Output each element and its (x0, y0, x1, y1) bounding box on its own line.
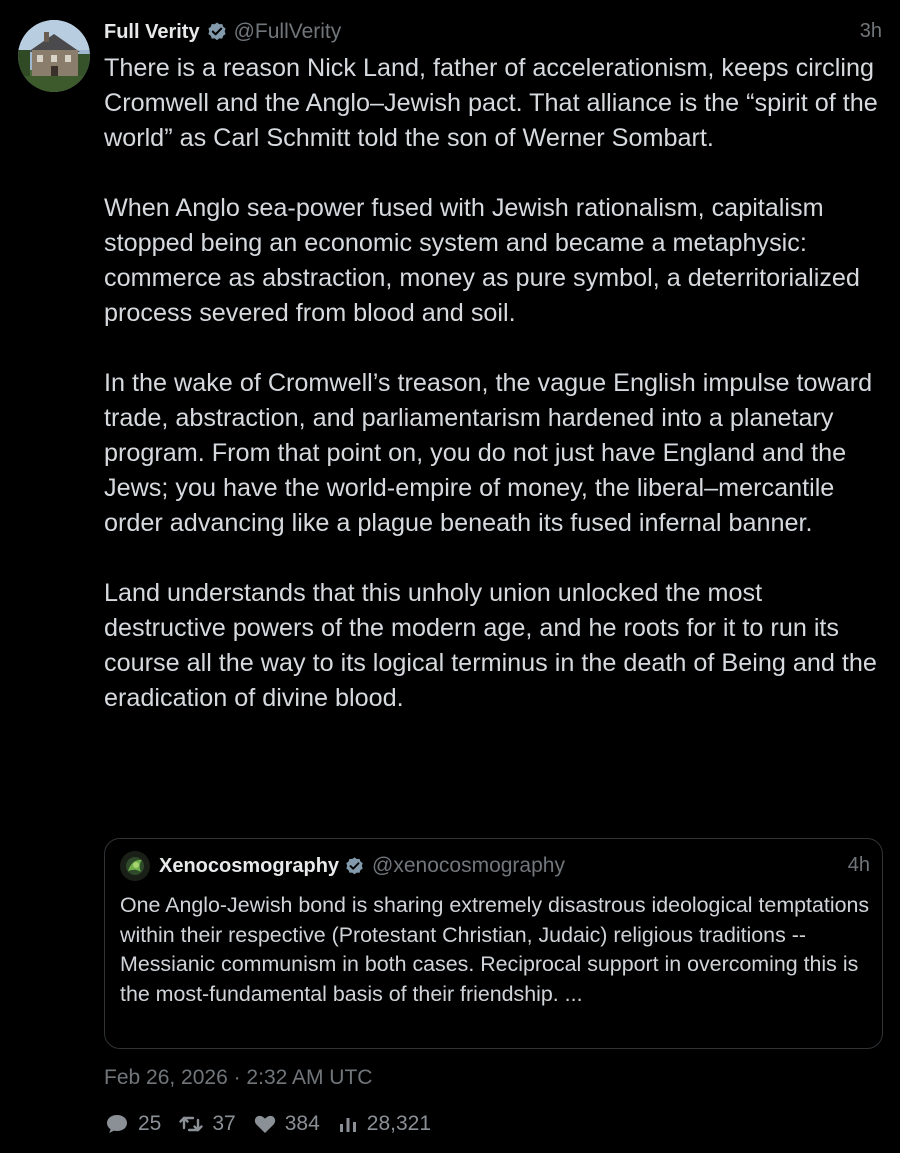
quoted-post-text: One Anglo-Jewish bond is sharing extremely disastrous ideological temptations within their respective (Protestant Christian, Judaic) religious traditions -- Messianic communism in both cases. Reciprocal support in overcoming this is the most-fundamental basis of their friendship. ... (120, 893, 870, 1006)
reply-button[interactable] (104, 1112, 161, 1136)
house-photo-icon (18, 20, 90, 92)
post-timestamp[interactable]: Feb 26, 2026 · 2:32 AM UTC (104, 1066, 373, 1089)
author-handle[interactable]: @FullVerity (233, 20, 342, 43)
post-paragraph: When Anglo sea-power fused with Jewish rationalism, capitalism stopped being an economic system and became a metaphysic: commerce as abstraction, money as pure symbol, a deterritorialized process severed from blood and soil. (104, 194, 860, 327)
post-paragraph: Land understands that this unholy union unlocked the most destructive powers of the modern age, and he roots for it to run its course all the way to its logical terminus in the death of Being and the eradication of divine blood. (104, 579, 877, 712)
quoted-author-display-name[interactable]: Xenocosmography (159, 854, 340, 877)
post-paragraph: In the wake of Cromwell’s treason, the vague English impulse toward trade, abstraction, and parliamentarism hardened into a planetary program. From that point on, you do not just have England and the Jews; you have the world-empire of money, the liberal–mercantile order advancing like a plague beneath its fused infernal banner. (104, 369, 873, 537)
green-glyph-icon (120, 851, 150, 881)
views-button[interactable] (337, 1112, 431, 1136)
view-count: 28,321 (366, 1112, 431, 1135)
quoted-post[interactable] (104, 838, 883, 1049)
quoted-post-relative-time[interactable]: 4h (847, 854, 870, 876)
verified-badge-icon (344, 856, 365, 877)
post-body (104, 51, 889, 716)
views-chart-icon (337, 1113, 359, 1135)
author-display-name[interactable]: Full Verity (104, 20, 200, 43)
post-relative-time[interactable]: 3h (859, 20, 882, 42)
repost-icon (178, 1112, 204, 1136)
reply-icon (104, 1112, 130, 1136)
author-avatar[interactable] (18, 20, 90, 92)
quoted-author-handle[interactable]: @xenocosmography (372, 854, 565, 877)
post-paragraph: There is a reason Nick Land, father of accelerationism, keeps circling Cromwell and the Anglo–Jewish pact. That alliance is the “spirit of the world” as Carl Schmitt told the son of Werner Sombart. (104, 54, 878, 152)
verified-badge-icon (206, 21, 228, 43)
reply-count: 25 (138, 1112, 162, 1135)
post-actions (104, 1108, 448, 1140)
like-button[interactable] (253, 1112, 320, 1136)
repost-button[interactable] (178, 1112, 235, 1136)
like-count: 384 (284, 1112, 320, 1135)
post-header (104, 16, 884, 48)
quoted-author-avatar[interactable] (120, 851, 150, 881)
quoted-post-header (120, 851, 870, 881)
repost-count: 37 (212, 1112, 236, 1135)
heart-icon (253, 1113, 277, 1135)
